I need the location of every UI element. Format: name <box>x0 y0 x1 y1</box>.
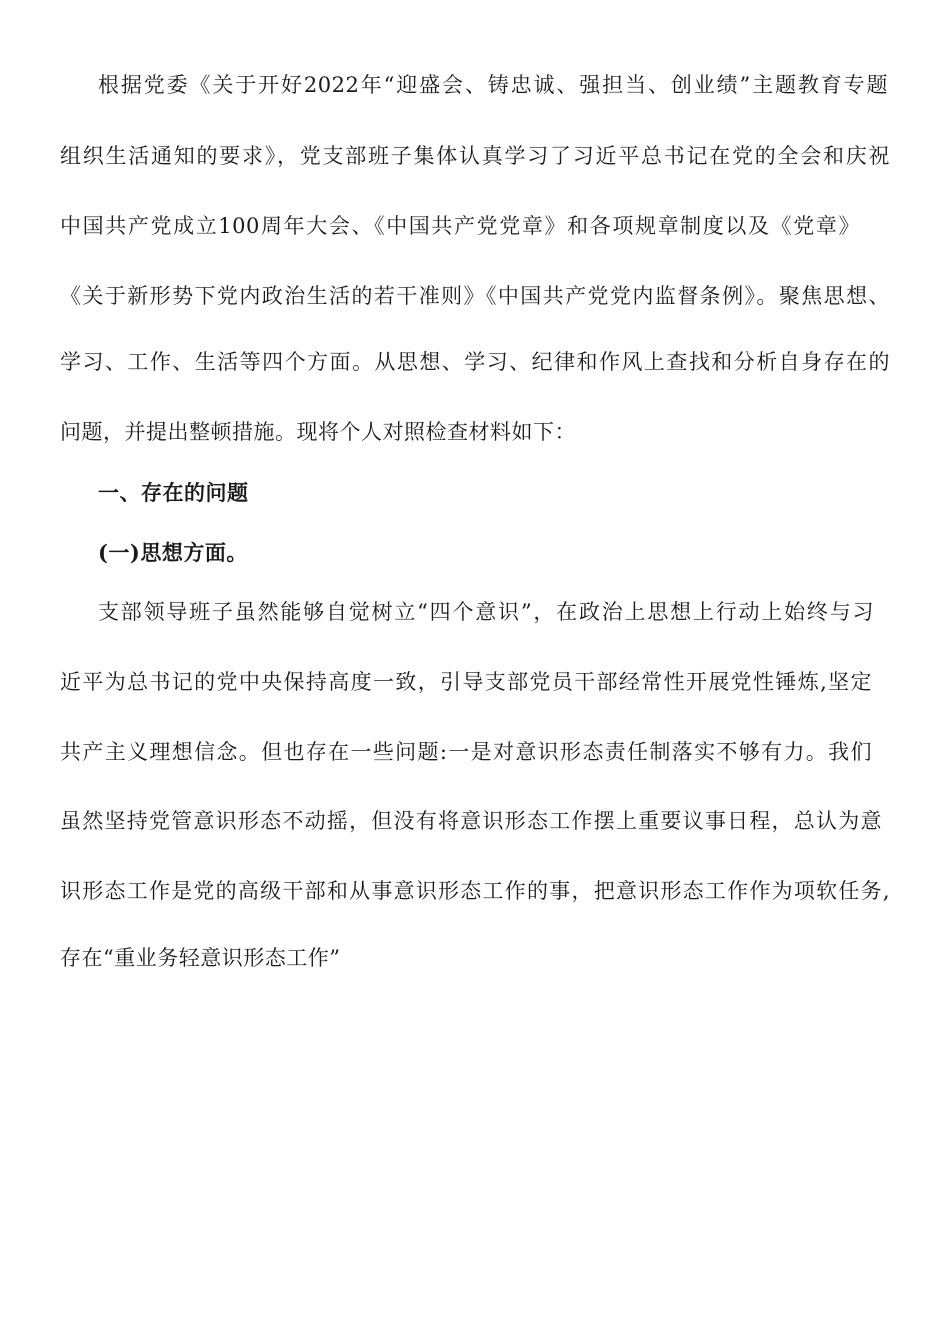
paragraph-line: 虽然坚持党管意识形态不动摇，但没有将意识形态工作摆上重要议事日程，总认为意 <box>60 809 882 833</box>
paragraph-line: 组织生活通知的要求》，党支部班子集体认真学习了习近平总书记在党的全会和庆祝 <box>60 144 890 168</box>
subsection-heading: (一)思想方面。 <box>98 540 248 565</box>
paragraph-line: 近平为总书记的党中央保持高度一致，引导支部党员干部经常性开展党性锤炼,坚定 <box>60 670 872 694</box>
paragraph-line: 《关于新形势下党内政治生活的若干准则》《中国共产党党内监督条例》。聚焦思想、 <box>60 284 890 308</box>
paragraph-line: 学习、工作、生活等四个方面。从思想、学习、纪律和作风上查找和分析自身存在的 <box>60 350 890 374</box>
paragraph-line: 支部领导班子虽然能够自觉树立“四个意识”，在政治上思想上行动上始终与习 <box>98 600 874 624</box>
paragraph-line: 识形态工作是党的高级干部和从事意识形态工作的事，把意识形态工作作为项软任务, <box>60 879 890 903</box>
paragraph-line: 根据党委《关于开好2022年“迎盛会、铸忠诚、强担当、创业绩”主题教育专题 <box>98 73 888 97</box>
paragraph-line: 共产主义理想信念。但也存在一些问题:一是对意识形态责任制落实不够有力。我们 <box>60 740 872 764</box>
paragraph-line: 中国共产党成立100周年大会、《中国共产党党章》和各项规章制度以及《党章》 <box>60 214 860 238</box>
paragraph-line: 存在“重业务轻意识形态工作” <box>60 946 341 970</box>
section-heading: 一、存在的问题 <box>98 480 249 505</box>
paragraph-line: 问题，并提出整顿措施。现将个人对照检查材料如下： <box>60 420 576 444</box>
